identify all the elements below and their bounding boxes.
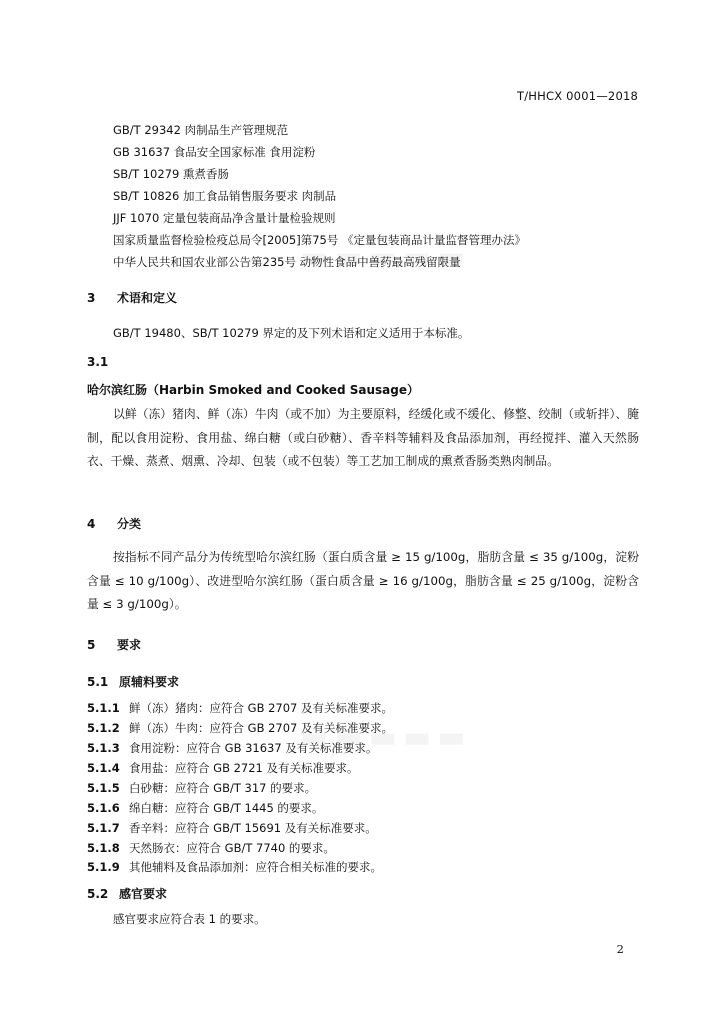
item-text: 食用盐：应符合 GB 2721 及有关标准要求。 <box>129 761 359 775</box>
subsection-number: 5.1 <box>87 675 109 689</box>
reference-item: GB/T 29342 肉制品生产管理规范 <box>113 123 289 137</box>
section-title: 分类 <box>117 517 142 531</box>
reference-item: GB 31637 食品安全国家标准 食用淀粉 <box>113 145 316 159</box>
subsection-number: 3.1 <box>87 355 109 369</box>
item-text: 绵白糖：应符合 GB/T 1445 的要求。 <box>129 801 324 815</box>
requirement-item <box>87 820 377 836</box>
requirement-item <box>87 700 393 716</box>
item-number: 5.1.6 <box>87 801 120 815</box>
item-text: 其他辅料及食品添加剂：应符合相关标准的要求。 <box>129 860 382 874</box>
requirement-item <box>87 720 393 736</box>
requirement-item <box>87 740 377 756</box>
item-text: 天然肠衣：应符合 GB/T 7740 的要求。 <box>129 841 335 855</box>
document-code: T/HHCX 0001—2018 <box>517 89 638 103</box>
reference-item: SB/T 10279 熏煮香肠 <box>113 167 229 181</box>
subsection-heading-5-2 <box>87 885 167 902</box>
reference-item: 中华人民共和国农业部公告第235号 动物性食品中兽药最高残留限量 <box>113 255 461 269</box>
requirement-item <box>87 760 359 776</box>
requirement-item <box>87 780 316 796</box>
item-number: 5.1.1 <box>87 701 120 715</box>
item-text: 白砂糖：应符合 GB/T 317 的要求。 <box>129 781 317 795</box>
item-number: 5.1.7 <box>87 821 120 835</box>
section-number: 5 <box>87 638 96 652</box>
item-number: 5.1.9 <box>87 860 120 874</box>
subsection-number: 5.2 <box>87 887 109 901</box>
section-number: 4 <box>87 517 96 531</box>
item-number: 5.1.3 <box>87 741 120 755</box>
section-title: 要求 <box>117 638 142 652</box>
subsection-title: 原辅料要求 <box>119 675 180 689</box>
requirement-item <box>87 859 382 875</box>
reference-item: SB/T 10826 加工食品销售服务要求 肉制品 <box>113 189 337 203</box>
term-title: 哈尔滨红肠（Harbin Smoked and Cooked Sausage） <box>87 383 419 397</box>
item-text: 香辛料：应符合 GB/T 15691 及有关标准要求。 <box>129 821 377 835</box>
classification-text: 按指标不同产品分为传统型哈尔滨红肠（蛋白质含量 ≥ 15 g/100g，脂肪含量 ≤ 35 g/100g，淀粉含量 ≤ 10 g/100g）、改进型哈尔滨红肠（蛋白质含量 ≥ 16 g/100g，脂肪含量 ≤ 25 g/100g，淀粉含量 ≤ 3 g/100g）。 <box>87 550 639 611</box>
section-heading-5 <box>87 636 141 653</box>
item-text: 食用淀粉：应符合 GB 31637 及有关标准要求。 <box>129 741 378 755</box>
section-heading-3 <box>87 289 177 306</box>
page-number: 2 <box>616 942 624 956</box>
subsection-title: 感官要求 <box>119 887 168 901</box>
subsection-heading-5-1 <box>87 673 179 690</box>
term-definition: 以鲜（冻）猪肉、鲜（冻）牛肉（或不加）为主要原料，经缓化或不缓化、修整、绞制（或斩拌）、腌制，配以食用淀粉、食用盐、绵白糖（或白砂糖）、香辛料等辅料及食品添加剂，再经搅拌、灌入天然肠衣、干燥、蒸煮、烟熏、冷却、包装（或不包装）等工艺加工制成的熏煮香肠类熟肉制品。 <box>87 407 639 468</box>
requirement-item <box>87 800 323 816</box>
section-title: 术语和定义 <box>117 291 178 305</box>
reference-item: JJF 1070 定量包装商品净含量计量检验规则 <box>113 211 336 225</box>
item-number: 5.1.5 <box>87 781 120 795</box>
item-number: 5.1.8 <box>87 841 120 855</box>
section-number: 3 <box>87 291 96 305</box>
item-number: 5.1.2 <box>87 721 120 735</box>
section-heading-4 <box>87 515 141 532</box>
item-text: 鲜（冻）猪肉：应符合 GB 2707 及有关标准要求。 <box>129 701 394 715</box>
item-number: 5.1.4 <box>87 761 120 775</box>
reference-item: 国家质量监督检验检疫总局令[2005]第75号 《定量包装商品计量监督管理办法》 <box>113 233 527 247</box>
section-intro: GB/T 19480、SB/T 10279 界定的及下列术语和定义适用于本标准。 <box>113 326 470 340</box>
requirement-item <box>87 840 335 856</box>
sensory-requirement-text: 感官要求应符合表 1 的要求。 <box>113 912 266 926</box>
item-text: 鲜（冻）牛肉：应符合 GB 2707 及有关标准要求。 <box>129 721 394 735</box>
